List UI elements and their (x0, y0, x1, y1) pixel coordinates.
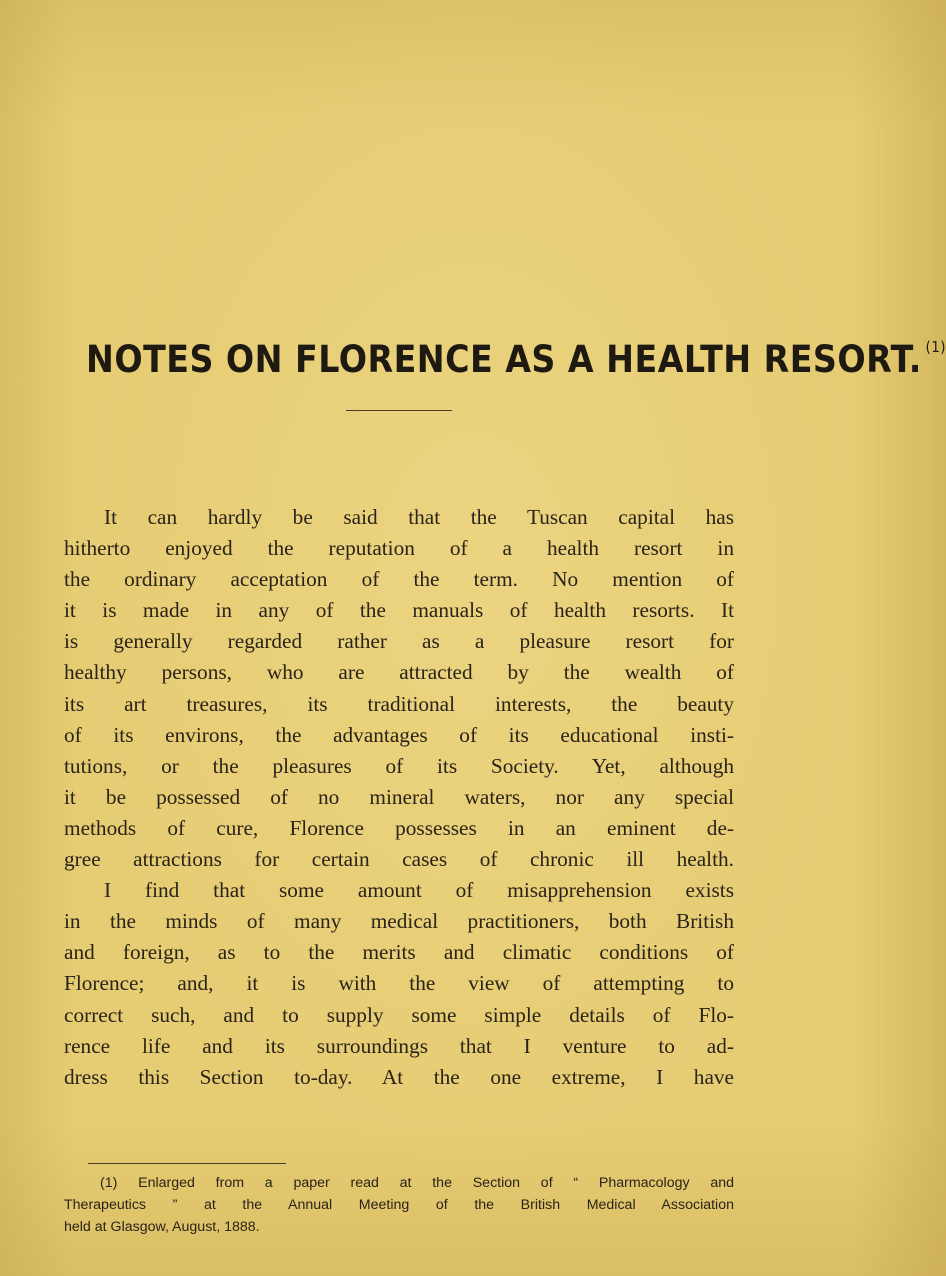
title-divider (346, 410, 452, 411)
body-line: It can hardly be said that the Tuscan capital has (104, 505, 734, 529)
footnote-line: (1) Enlarged from a paper read at the Section of “ Pharmacology and (100, 1175, 734, 1191)
body-line: gree attractions for certain cases of chronic ill health. (64, 847, 734, 872)
body-line: it be possessed of no mineral waters, nor any special (64, 784, 734, 809)
body-line: and foreign, as to the merits and climatic conditions of (64, 940, 734, 965)
body-line: of its environs, the advantages of its educational insti- (64, 722, 734, 747)
body-line: healthy persons, who are attracted by the wealth of (64, 660, 734, 685)
body-line: in the minds of many medical practitioners, both British (64, 909, 734, 934)
body-line: hitherto enjoyed the reputation of a health resort in (64, 536, 734, 561)
page-title (86, 338, 946, 381)
body-line: correct such, and to supply some simple details of Flo- (64, 1002, 734, 1027)
footnote-line: held at Glasgow, August, 1888. (64, 1219, 260, 1235)
footnote-marker: (1) (925, 338, 946, 356)
body-line: is generally regarded rather as a pleasure resort for (64, 629, 734, 654)
body-line: its art treasures, its traditional interests, the beauty (64, 691, 734, 716)
body-line: rence life and its surroundings that I venture to ad- (64, 1033, 734, 1058)
body-line: I find that some amount of misapprehension exists (104, 878, 734, 903)
body-line: dress this Section to-day. At the one extreme, I have (64, 1064, 734, 1089)
footnote (64, 1172, 734, 1238)
body-line: the ordinary acceptation of the term. No mention of (64, 567, 734, 592)
body-line: tutions, or the pleasures of its Society. Yet, although (64, 753, 734, 778)
body-line: Florence; and, it is with the view of attempting to (64, 971, 734, 996)
footnote-divider (88, 1163, 286, 1164)
body-paragraph (64, 502, 734, 1093)
title-text: NOTES ON FLORENCE AS A HEALTH RESORT. (86, 338, 922, 381)
footnote-line: Therapeutics ” at the Annual Meeting of the British Medical Association (64, 1197, 734, 1213)
body-line: it is made in any of the manuals of health resorts. It (64, 598, 734, 623)
body-line: methods of cure, Florence possesses in an eminent de- (64, 815, 734, 840)
